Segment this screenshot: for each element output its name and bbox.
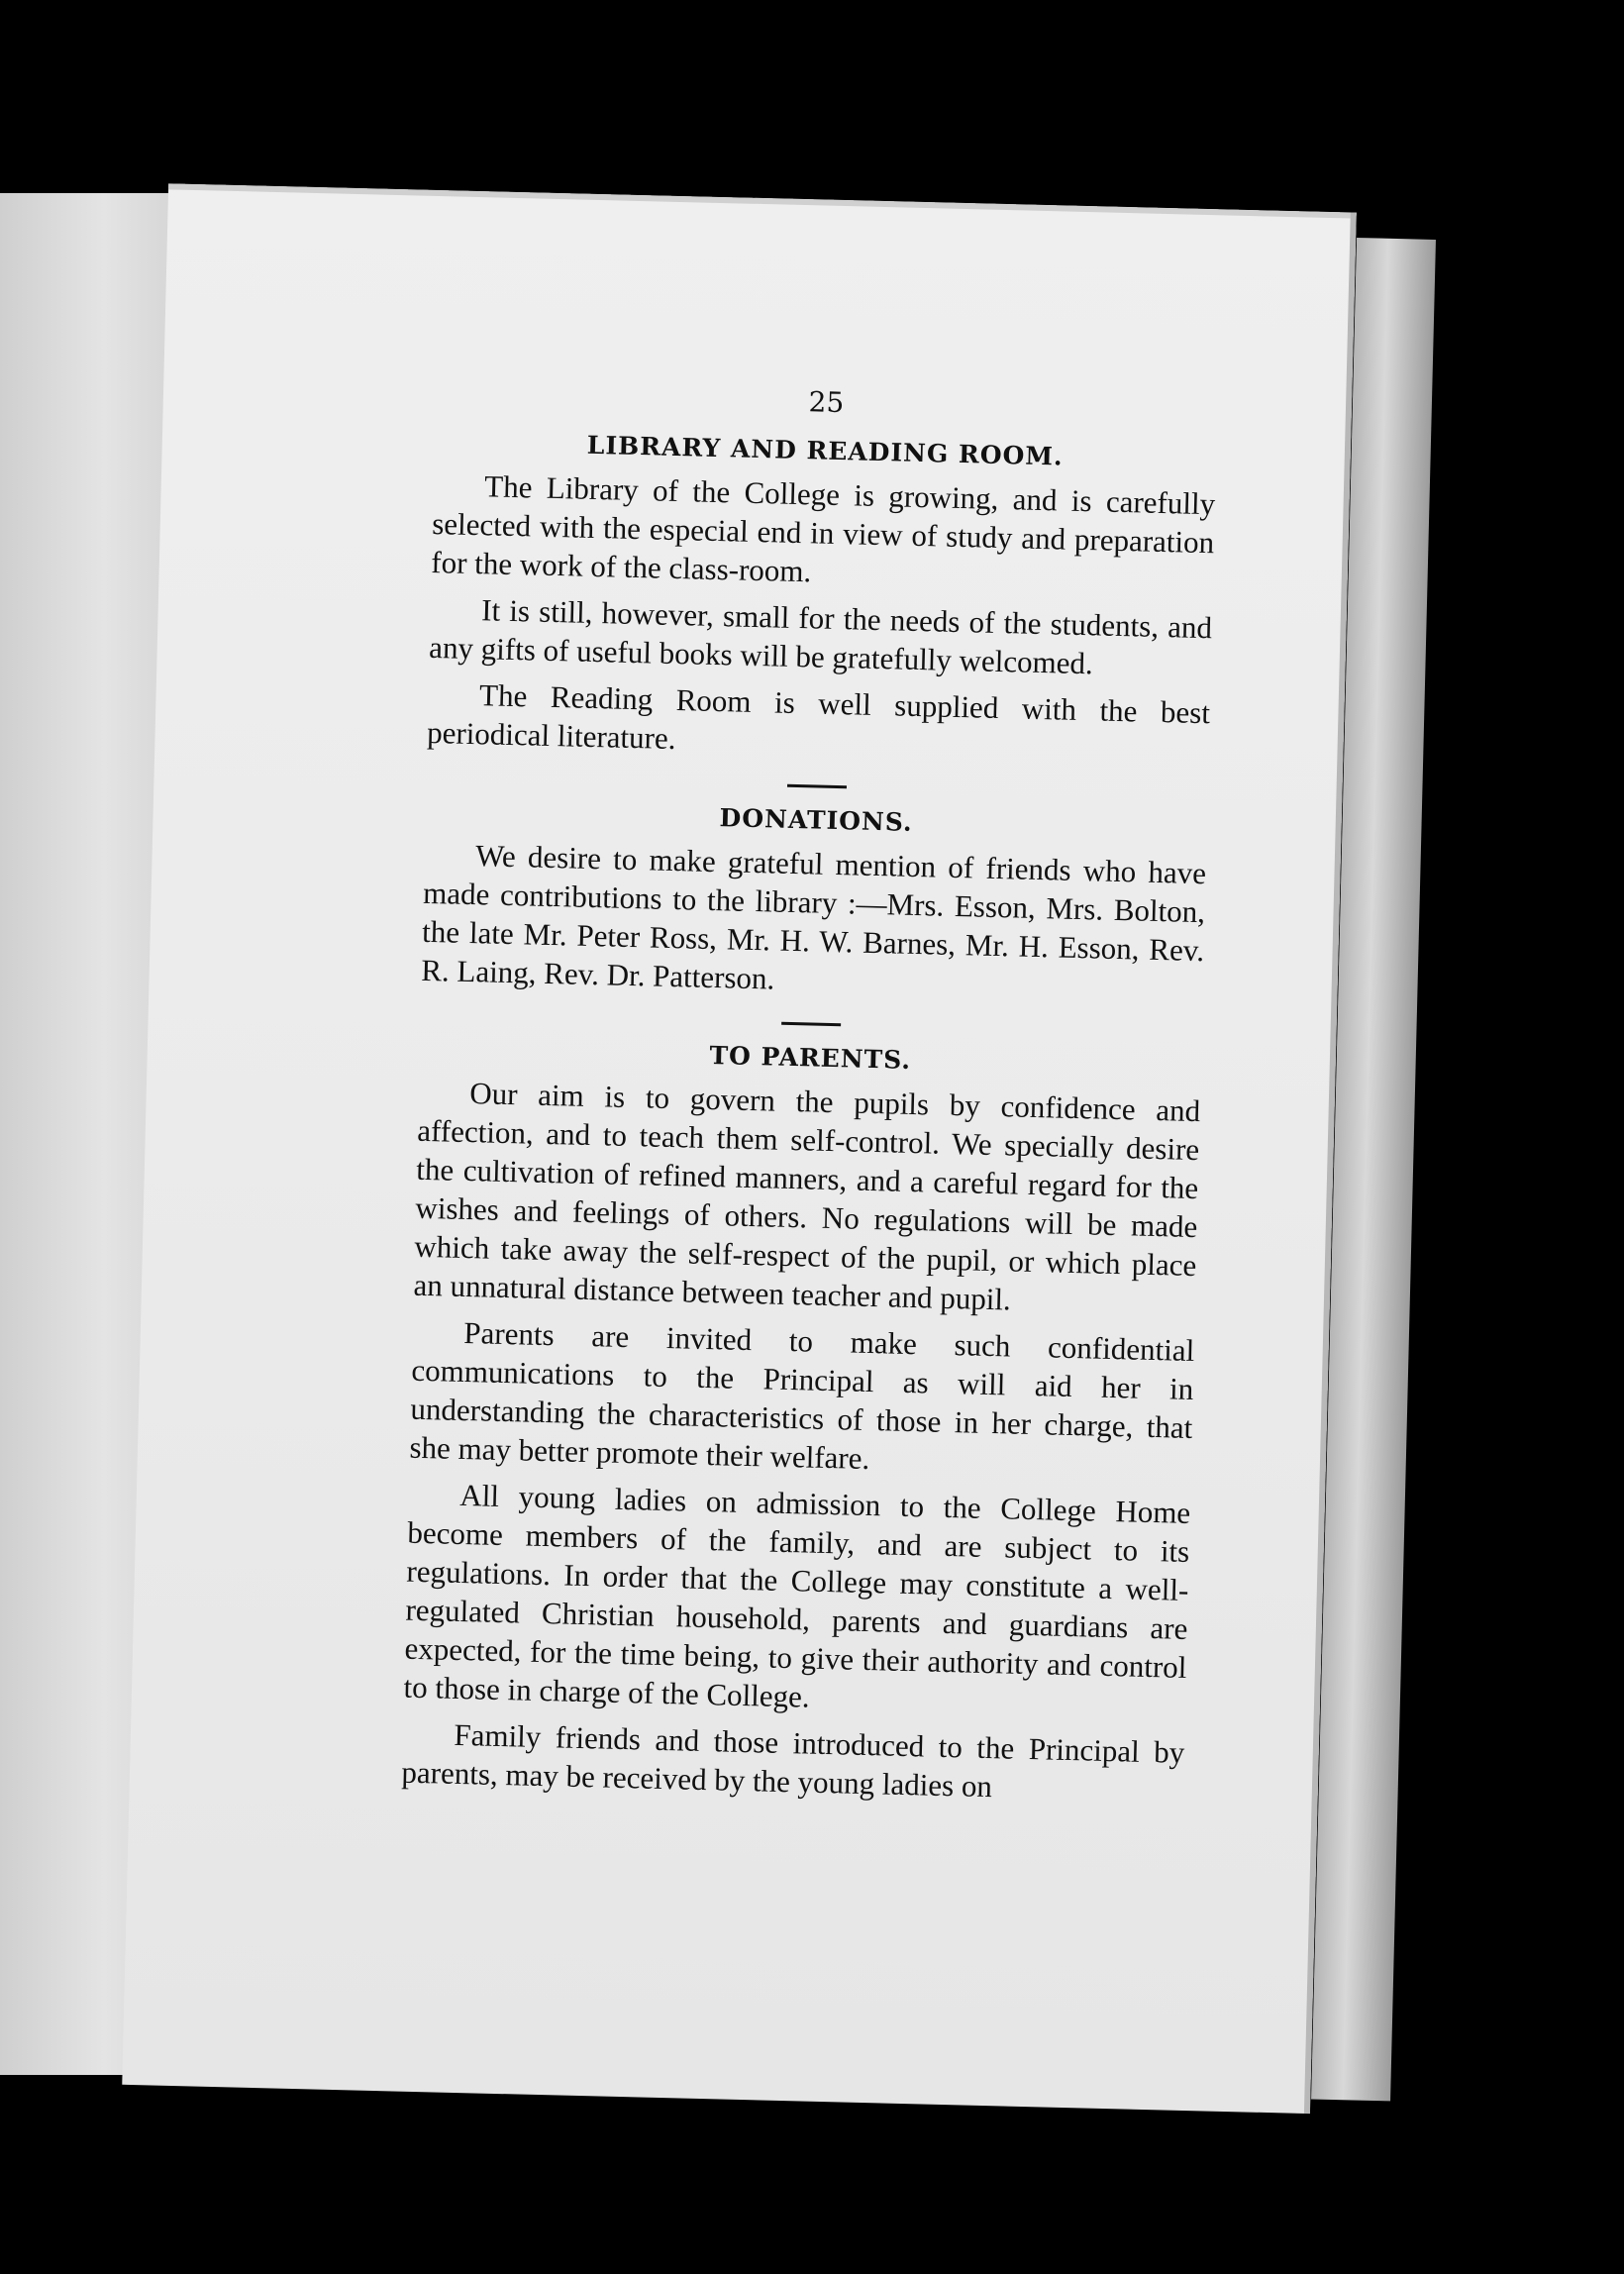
paragraph: Parents are invited to make such confidential communications to the Principal as will aid her in understanding the characteristics of those in her charge, that she may better promote their welfare. bbox=[409, 1314, 1195, 1477]
paragraph: Our aim is to govern the pupils by confidence and affection, and to teach them self-control. We specially desire the cultivation of refined manners, and a careful regard for the wishes and feelings of others. No regulations will be made which take away the self-respect of the pupil, or which place an unnatural distance between teacher and pupil. bbox=[413, 1076, 1201, 1317]
paragraph: All young ladies on admission to the College Home become members of the family, and are subject to its regulations. In order that the College may constitute a well-regulated Christian household, parents and guardians are expected, for the time being, to give their authority and control to those in charge of the College. bbox=[403, 1477, 1191, 1714]
section-title-donations: DONATIONS. bbox=[719, 803, 914, 837]
paragraph: The Reading Room is well supplied with the best periodical literature. bbox=[426, 677, 1211, 757]
section-title-parents: TO PARENTS. bbox=[709, 1040, 912, 1075]
paragraph: The Library of the College is growing, and is carefully selected with the especial end in view of study and preparation for the work of the class-room. bbox=[430, 468, 1216, 589]
paragraph: We desire to make grateful mention of friends who have made contributions to the library :—Mrs. Esson, Mrs. Bolton, the late Mr. Peter Ross, Mr. H. W. Barnes, Mr. H. Esson, Rev. R. Laing, Rev. Dr. Patterson. bbox=[420, 838, 1207, 996]
page-text bbox=[401, 376, 1218, 1818]
paragraph: Family friends and those introduced to the Principal by parents, may be received by the young ladies on bbox=[401, 1716, 1185, 1805]
section-divider bbox=[787, 784, 847, 788]
paragraph: It is still, however, small for the needs of the students, and any gifts of useful books will be gratefully welcomed. bbox=[428, 592, 1213, 681]
section-title-library: LIBRARY AND READING ROOM. bbox=[586, 430, 1065, 471]
section-divider bbox=[781, 1022, 841, 1026]
page-number: 25 bbox=[808, 385, 845, 420]
